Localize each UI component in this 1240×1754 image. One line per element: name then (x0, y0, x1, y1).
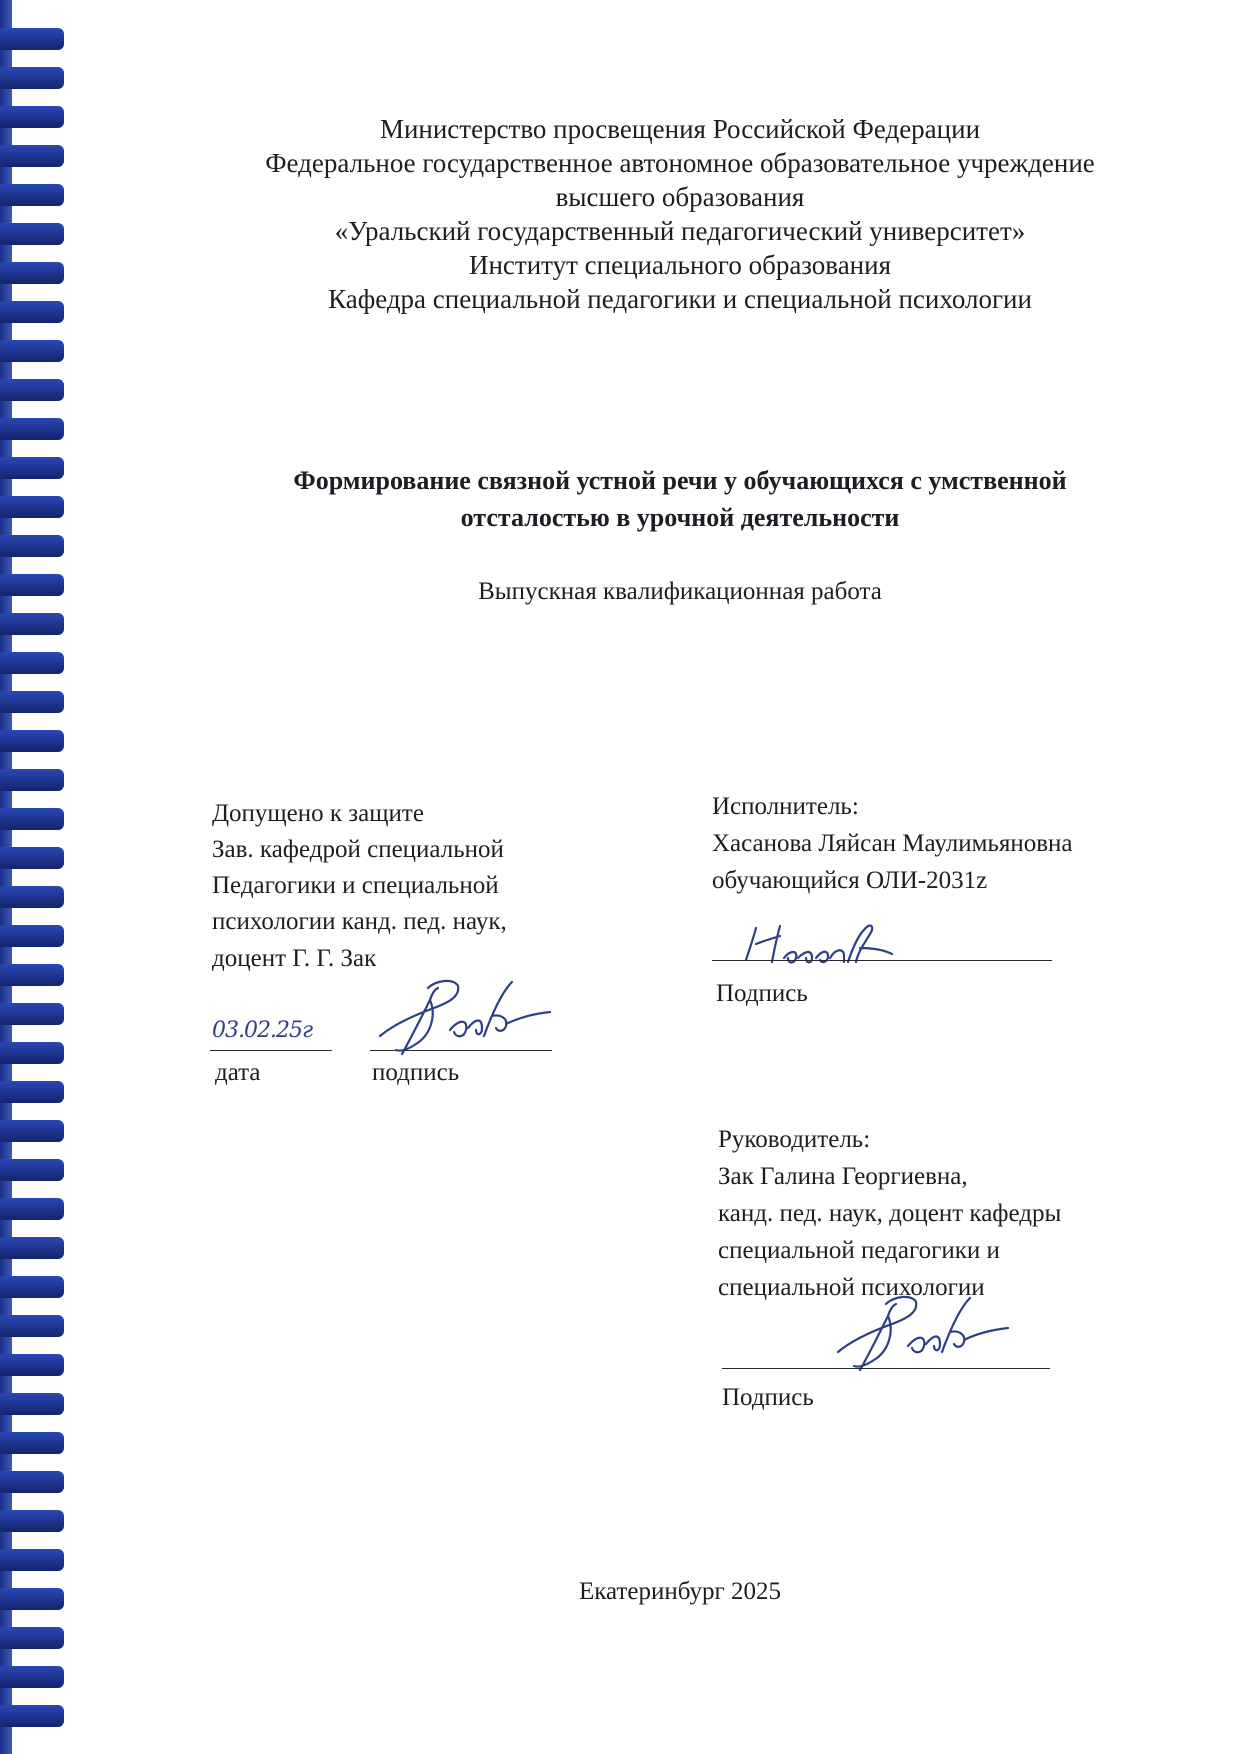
executor-signature (740, 918, 900, 978)
binding-coil (0, 1315, 64, 1337)
approval-line-5: доцент Г. Г. Зак (212, 945, 377, 972)
binding-coil (0, 262, 64, 284)
date-line (210, 1050, 332, 1051)
binding-coil (0, 574, 64, 596)
binding-coil (0, 145, 64, 167)
institution-line-2: высшего образования (555, 182, 805, 212)
binding-coil (0, 379, 64, 401)
supervisor-position-line-3: специальной психологии (718, 1274, 985, 1301)
binding-coil (0, 1120, 64, 1142)
executor-group: обучающийся ОЛИ-2031z (712, 867, 988, 894)
binding-coil (0, 106, 64, 128)
approval-date-handwritten: 03.02.25г (212, 1018, 313, 1043)
binding-coil (0, 67, 64, 89)
approval-line-2: Зав. кафедрой специальной (212, 836, 504, 863)
binding-coil (0, 1666, 64, 1688)
binding-coil (0, 1159, 64, 1181)
binding-coil (0, 808, 64, 830)
supervisor-signature (830, 1290, 1030, 1380)
binding-coil (0, 652, 64, 674)
work-type: Выпускная квалификационная работа (478, 578, 882, 605)
supervisor-name: Зак Галина Георгиевна, (718, 1163, 968, 1190)
ministry-line: Министерство просвещения Российской Федерации (379, 114, 981, 144)
department-line: Кафедра специальной педагогики и специальной психологии (328, 284, 1032, 314)
binding-coil (0, 301, 64, 323)
spiral-binding (0, 0, 80, 1754)
binding-coil (0, 535, 64, 557)
city-year: Екатеринбург 2025 (578, 1578, 782, 1605)
binding-coil (0, 1081, 64, 1103)
binding-coil (0, 1627, 64, 1649)
approval-signature (372, 974, 572, 1064)
supervisor-position-line-1: канд. пед. наук, доцент кафедры (718, 1200, 1062, 1227)
binding-coil (0, 223, 64, 245)
date-label: дата (215, 1059, 261, 1086)
executor-label: Исполнитель: (712, 793, 859, 820)
binding-coil (0, 340, 64, 362)
university-line: «Уральский государственный педагогический университет» (334, 216, 1026, 246)
binding-coil (0, 847, 64, 869)
binding-coil (0, 1588, 64, 1610)
binding-coil (0, 1471, 64, 1493)
binding-coil (0, 964, 64, 986)
binding-coil (0, 496, 64, 518)
binding-coil (0, 1003, 64, 1025)
approval-line-4: психологии канд. пед. наук, (212, 908, 507, 935)
binding-coil (0, 184, 64, 206)
binding-coil (0, 1354, 64, 1376)
binding-coil (0, 1042, 64, 1064)
approval-line-1: Допущено к защите (212, 800, 424, 827)
binding-coil (0, 1549, 64, 1571)
binding-coil (0, 418, 64, 440)
binding-coil (0, 1276, 64, 1298)
binding-coil (0, 613, 64, 635)
binding-coil (0, 925, 64, 947)
binding-coil (0, 28, 64, 50)
binding-coil (0, 457, 64, 479)
binding-coil (0, 730, 64, 752)
binding-coil (0, 691, 64, 713)
executor-name: Хасанова Ляйсан Маулимьяновна (712, 830, 1073, 857)
binding-coil (0, 1237, 64, 1259)
binding-coil (0, 886, 64, 908)
supervisor-signature-line (722, 1368, 1050, 1369)
supervisor-position-line-2: специальной педагогики и (718, 1237, 1000, 1264)
binding-coil (0, 1393, 64, 1415)
executor-signature-line (712, 960, 1052, 961)
binding-coil (0, 1510, 64, 1532)
approval-signature-label: подпись (372, 1059, 460, 1086)
institution-line-1: Федеральное государственное автономное образовательное учреждение (265, 148, 1095, 178)
supervisor-signature-label: Подпись (722, 1384, 814, 1411)
binding-coil (0, 1198, 64, 1220)
binding-coil (0, 1432, 64, 1454)
supervisor-label: Руководитель: (718, 1126, 871, 1153)
binding-coil (0, 769, 64, 791)
executor-signature-label: Подпись (716, 980, 808, 1007)
thesis-title-line-2: отсталостью в урочной деятельности (460, 503, 900, 532)
institute-line: Институт специального образования (468, 250, 892, 280)
binding-coil (0, 1705, 64, 1727)
thesis-title-line-1: Формирование связной устной речи у обучающихся с умственной (293, 466, 1067, 495)
approval-line-3: Педагогики и специальной (212, 872, 499, 899)
